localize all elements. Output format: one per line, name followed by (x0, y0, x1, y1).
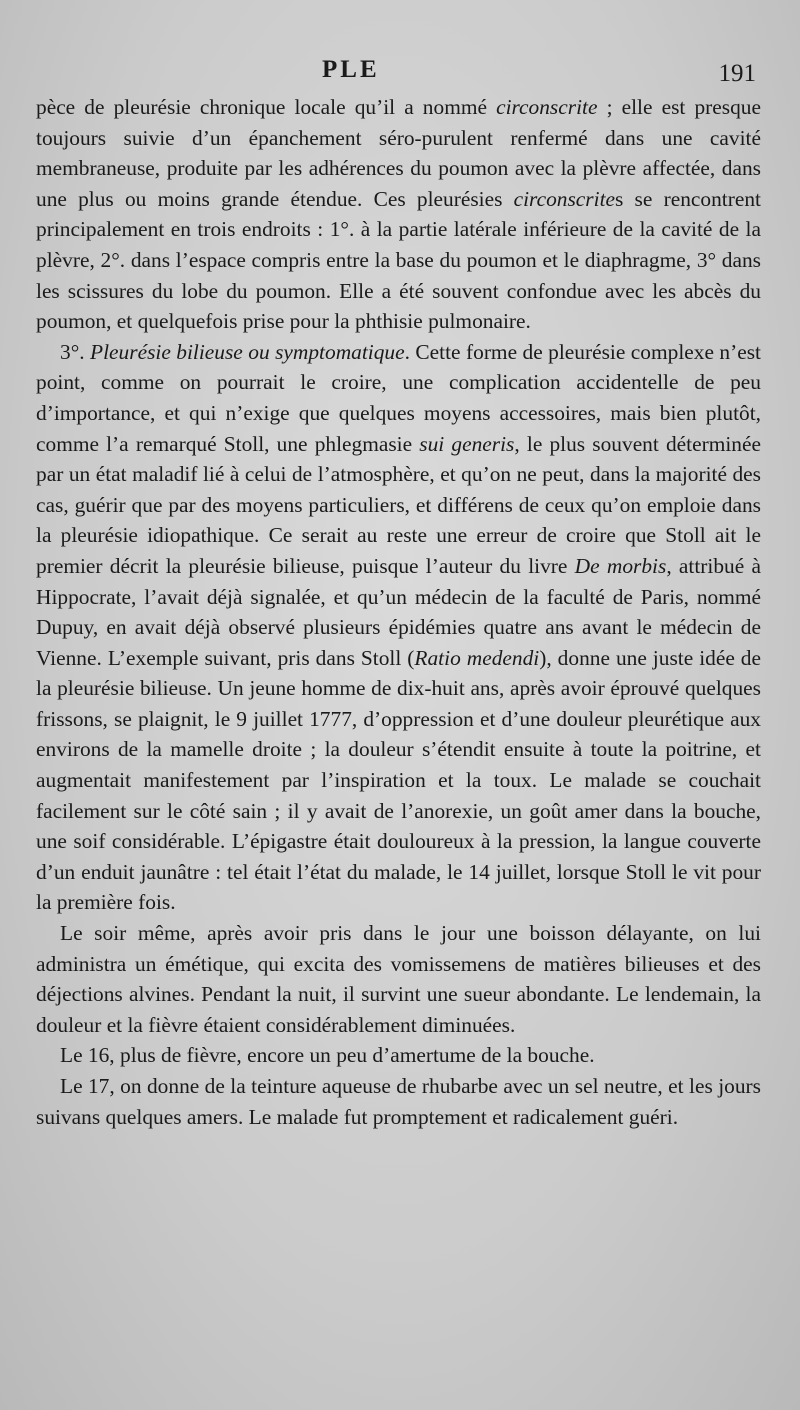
body-text (36, 92, 761, 1132)
running-head: PLE (322, 56, 380, 83)
page-number: 191 (718, 60, 756, 87)
paragraph-le-16: Le 16, plus de fièvre, encore un peu d’amertume de la bouche. (60, 1043, 595, 1068)
paragraph-soir-meme: Le soir même, après avoir pris dans le jour une boisson délayante, on lui administra un émétique, qui excita des vomissemens de matières bilieuses et des déjections alvines. Pendant la nuit, il survint une sueur abondante. Le lendemain, la douleur et la fièvre étaient considérablement diminuées. (36, 921, 761, 1037)
paragraph-le-17: Le 17, on donne de la teinture aqueuse de rhubarbe avec un sel neutre, et les jours suivans quelques amers. Le malade fut promptement et radicalement guéri. (36, 1074, 761, 1129)
paragraph-pleuresie-bilieuse: 3°. Pleurésie bilieuse ou symptomatique. Cette forme de pleurésie complexe n’est point, comme on pourrait le croire, une complication accidentelle de peu d’importance, et qui n’exige que quelques moyens accessoires, mais bien plutôt, comme l’a remarqué Stoll, une phlegmasie sui generis, le plus souvent déterminée par un état maladif lié à celui de l’atmosphère, et qu’on ne peut, dans la majorité des cas, guérir que par des moyens particuliers, et différens de ceux qu’on emploie dans la pleurésie idiopathique. Ce serait au reste une erreur de croire que Stoll ait le premier décrit la pleurésie bilieuse, puisque l’auteur du livre De morbis, attribué à Hippocrate, l’avait déjà signalée, et qu’un médecin de la faculté de Paris, nommé Dupuy, en avait déjà observé plusieurs épidémies quatre ans avant le médecin de Vienne. L’exemple suivant, pris dans Stoll (Ratio medendi), donne une juste idée de la pleurésie bilieuse. Un jeune homme de dix-huit ans, après avoir éprouvé quelques frissons, se plaignit, le 9 juillet 1777, d’oppression et d’une douleur pleurétique aux environs de la mamelle droite ; la douleur s’étendit ensuite à toute la poitrine, et augmentait manifestement par l’inspiration et la toux. Le malade se couchait facilement sur le côté sain ; il y avait de l’anorexie, un goût amer dans la bouche, une soif considérable. L’épigastre était douloureux à la pression, la langue couverte d’un enduit jaunâtre : tel était l’état du malade, le 14 juillet, lorsque Stoll le vit pour la première fois. (36, 339, 762, 915)
paragraph-circonscrite: pèce de pleurésie chronique locale qu’il a nommé circonscrite ; elle est presque toujours suivie d’un épanchement séro-purulent renfermé dans une cavité membraneuse, produite par les adhérences du poumon avec la plèvre affectée, dans une plus ou moins grande étendue. Ces pleurésies circonscrites se rencontrent principalement en trois endroits : 1°. à la partie latérale inférieure de la cavité de la plèvre, 2°. dans l’espace compris entre la base du poumon et le diaphragme, 3° dans les scissures du lobe du poumon. Elle a été souvent confondue avec les abcès du poumon, et quelquefois prise pour la phthisie pulmonaire. (36, 95, 761, 334)
page-header (0, 56, 800, 86)
